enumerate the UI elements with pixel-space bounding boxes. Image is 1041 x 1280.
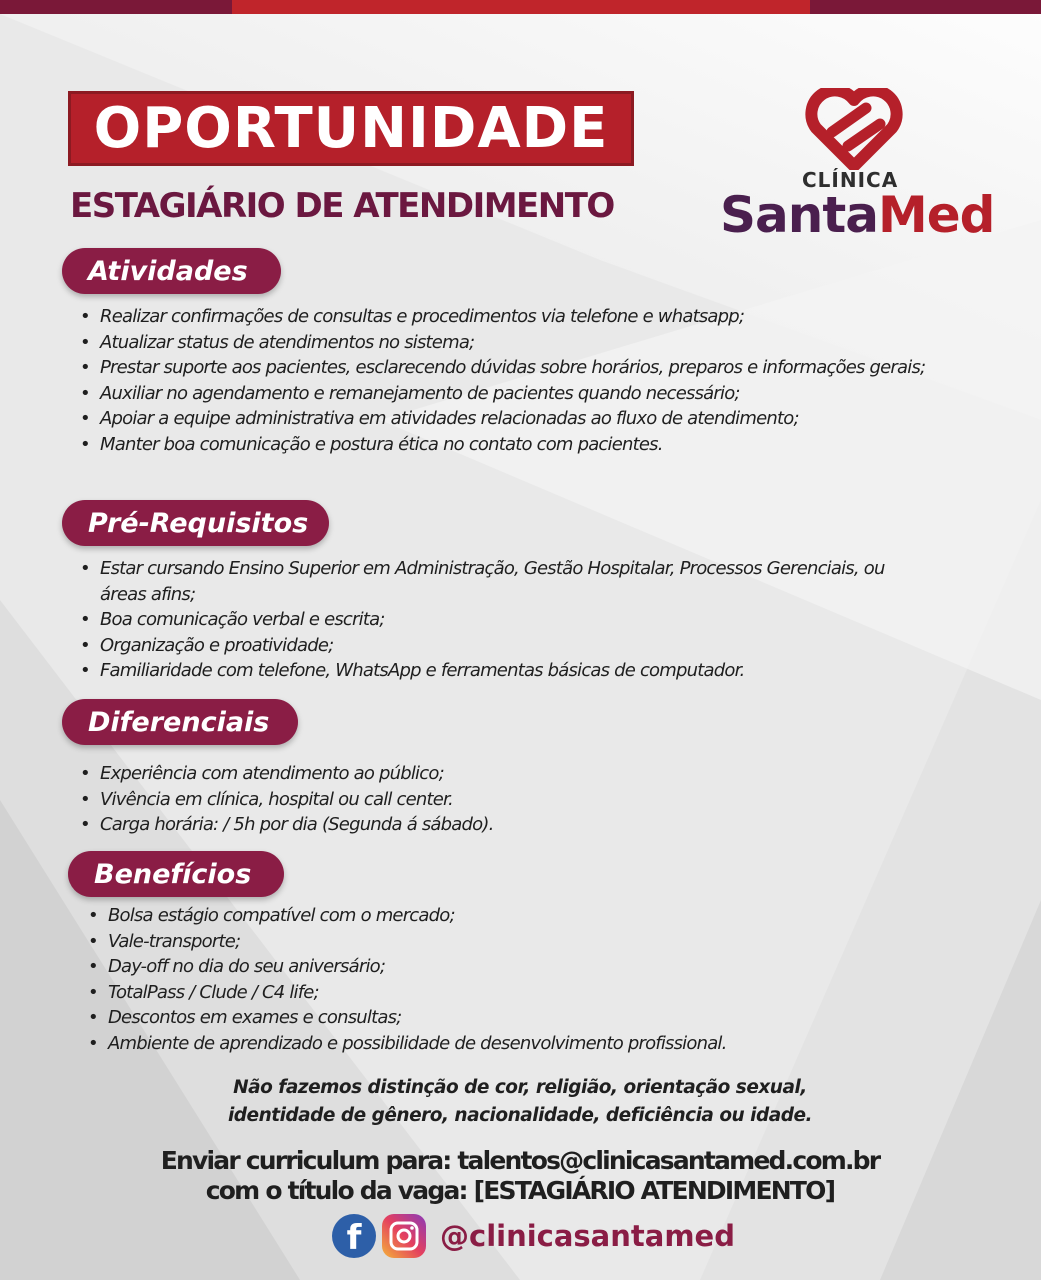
beneficios-item: • Day-off no dia do seu aniversário; xyxy=(86,954,926,980)
diferenciais-item: • Carga horária: / 5h por dia (Segunda á sábado). xyxy=(78,812,918,838)
beneficios-item: • TotalPass / Clude / C4 life; xyxy=(86,980,926,1006)
prerequisitos-item: • Boa comunicação verbal e escrita; xyxy=(78,607,918,633)
diferenciais-list xyxy=(78,761,918,838)
prerequisitos-item: • Estar cursando Ensino Superior em Administração, Gestão Hospitalar, Processos Gerenciais, ou áreas afins; xyxy=(78,556,918,607)
prerequisitos-item: • Familiaridade com telefone, WhatsApp e ferramentas básicas de computador. xyxy=(78,658,918,684)
heart-icon xyxy=(804,88,904,170)
title-banner xyxy=(68,91,634,166)
atividades-item: • Prestar suporte aos pacientes, esclarecendo dúvidas sobre horários, preparos e informações gerais; xyxy=(78,355,958,381)
atividades-item: • Realizar confirmações de consultas e procedimentos via telefone e whatsapp; xyxy=(78,304,958,330)
beneficios-item: • Bolsa estágio compatível com o mercado; xyxy=(86,903,926,929)
atividades-list xyxy=(78,304,958,457)
contact-info xyxy=(80,1146,960,1206)
beneficios-item: • Ambiente de aprendizado e possibilidade de desenvolvimento profissional. xyxy=(86,1031,926,1057)
facebook-icon[interactable]: f xyxy=(332,1214,376,1258)
instagram-icon[interactable] xyxy=(382,1214,426,1258)
diferenciais-item: • Vivência em clínica, hospital ou call center. xyxy=(78,787,918,813)
section-diferenciais-header: Diferenciais xyxy=(62,699,298,745)
job-title: ESTAGIÁRIO DE ATENDIMENTO xyxy=(70,186,614,226)
page-title: OPORTUNIDADE xyxy=(93,96,609,161)
logo-clinica-text: CLÍNICA xyxy=(802,168,899,192)
diferenciais-item: • Experiência com atendimento ao público; xyxy=(78,761,918,787)
logo-brand: SantaMed xyxy=(720,186,995,244)
diversity-disclaimer: Não fazemos distinção de cor, religião, orientação sexual, identidade de gênero, nacionalidade, deficiência ou idade. xyxy=(227,1077,813,1126)
beneficios-item: • Descontos em exames e consultas; xyxy=(86,1005,926,1031)
section-beneficios-header: Benefícios xyxy=(68,851,284,897)
social-row xyxy=(332,1213,735,1259)
atividades-item: • Auxiliar no agendamento e remanejamento de pacientes quando necessário; xyxy=(78,381,958,407)
clinic-logo xyxy=(712,88,995,248)
section-atividades-header: Atividades xyxy=(62,248,281,294)
atividades-item: • Manter boa comunicação e postura ética no contato com pacientes. xyxy=(78,432,958,458)
social-handle[interactable]: @clinicasantamed xyxy=(440,1219,735,1253)
prerequisitos-list xyxy=(78,556,918,684)
atividades-item: • Apoiar a equipe administrativa em atividades relacionadas ao fluxo de atendimento; xyxy=(78,406,958,432)
atividades-item: • Atualizar status de atendimentos no sistema; xyxy=(78,330,958,356)
beneficios-list xyxy=(86,903,926,1056)
contact-email-line: Enviar curriculum para: talentos@clinicasantamed.com.br xyxy=(160,1146,880,1175)
beneficios-item: • Vale-transporte; xyxy=(86,929,926,955)
contact-subject-line: com o título da vaga: [ESTAGIÁRIO ATENDIMENTO] xyxy=(205,1176,835,1205)
prerequisitos-item: • Organização e proatividade; xyxy=(78,633,918,659)
section-prerequisitos-header: Pré-Requisitos xyxy=(62,500,329,546)
